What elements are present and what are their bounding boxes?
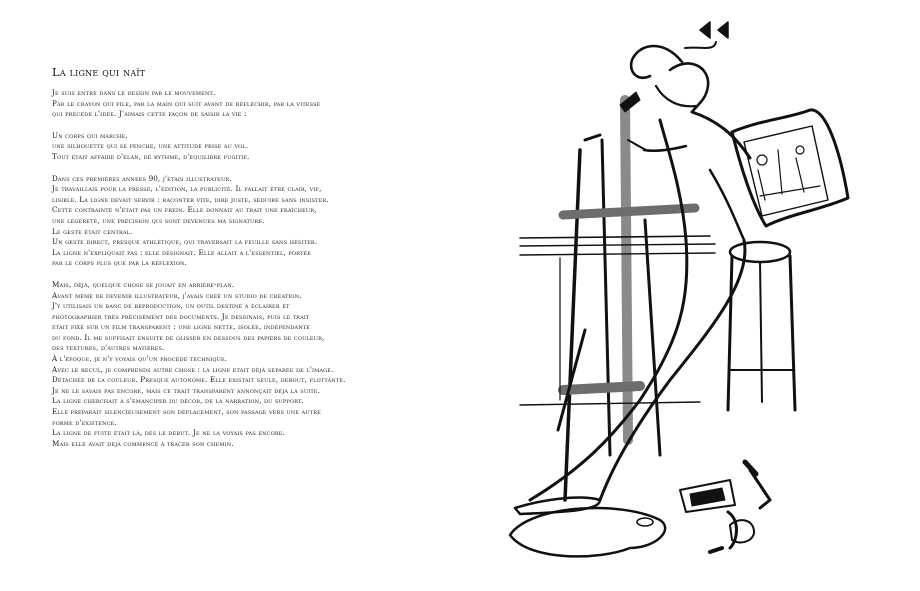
text-line: était fixé sur un film transparent : une ligne nette, isolée, indépendante	[52, 322, 311, 332]
text-line: Je ne le savais pas encore, mais ce trait transparent annonçait déjà la suite.	[52, 385, 321, 395]
text-line: À l'époque, je n'y voyais qu'un procédé technique.	[52, 354, 228, 364]
text-line: lisible. La ligne devait servir : raconter vite, dire juste, séduire sans insister.	[52, 194, 329, 204]
text-line: Un geste direct, presque athlétique, qui traversait la feuille sans hésiter.	[52, 237, 318, 247]
text-line: Par le crayon qui file, par la main qui suit avant de réfléchir, par la vitesse	[52, 98, 321, 108]
text-line: des textures, d'autres matières.	[52, 343, 165, 353]
text-line: par le corps plus que par la réflexion.	[52, 258, 187, 268]
text-line: Dans ces premières années 90, j'étais illustrateur.	[52, 173, 232, 183]
paragraph-gap	[52, 120, 452, 131]
text-line: Mais elle avait déjà commencé à tracer son chemin.	[52, 438, 234, 448]
text-line: Le geste était central.	[52, 226, 133, 236]
text-line: photographier très précisément des documents. Je dessinais, puis le trait	[52, 311, 310, 321]
text-line: forme d'existence.	[52, 417, 117, 427]
text-line: Cette contrainte n'était pas un frein. Elle donnait au trait une fraîcheur,	[52, 205, 317, 215]
text-line: une silhouette qui se penche, une attitude prise au vol.	[52, 141, 249, 151]
paragraph-gap	[52, 163, 452, 174]
text-line: Un corps qui marche,	[52, 130, 128, 140]
text-line: J'y utilisais un banc de reproduction, un outil destiné à éclairer et	[52, 301, 290, 311]
page-title: La ligne qui naît	[52, 65, 146, 79]
illustration-figure-at-easel	[460, 0, 920, 591]
body-text	[52, 88, 452, 449]
text-line: La ligne n'expliquait pas : elle désignait. Elle allait à l'essentiel, portée	[52, 247, 312, 257]
text-line: Mais, déjà, quelque chose se jouait en arrière-plan.	[52, 279, 235, 289]
text-line: Avant même de devenir illustrateur, j'avais créé un studio de création.	[52, 290, 302, 300]
text-line: Détachée de la couleur. Presque autonome. Elle existait seule, debout, flottante.	[52, 375, 346, 385]
illustration-page	[460, 0, 920, 591]
paragraph-gap	[52, 269, 452, 280]
text-line: du fond. Il me suffisait ensuite de glisser en dessous des papiers de couleur,	[52, 332, 325, 342]
text-line: La ligne cherchait à s'émanciper du décor, de la narration, du support.	[52, 396, 304, 406]
text-line: une légèreté, une précision qui sont devenues ma signature.	[52, 215, 265, 225]
bow-icon	[700, 22, 728, 38]
text-line: La ligne de fuite était là, dès le début. Je ne la voyais pas encore.	[52, 428, 286, 438]
text-line: Je travaillais pour la presse, l'édition, la publicité. Il fallait être clair, vif,	[52, 184, 322, 194]
text-line: Elle préparait silencieusement son déplacement, son passage vers une autre	[52, 407, 321, 417]
text-line: Avec le recul, je comprends autre chose : la ligne était déjà séparée de l'image.	[52, 364, 334, 374]
text-line: Je suis entré dans le dessin par le mouvement.	[52, 88, 216, 97]
text-line: Tout était affaire d'élan, de rythme, d'équilibre fugitif.	[52, 151, 250, 161]
text-line: qui précède l'idée. J'aimais cette façon de saisir la vie :	[52, 109, 247, 119]
